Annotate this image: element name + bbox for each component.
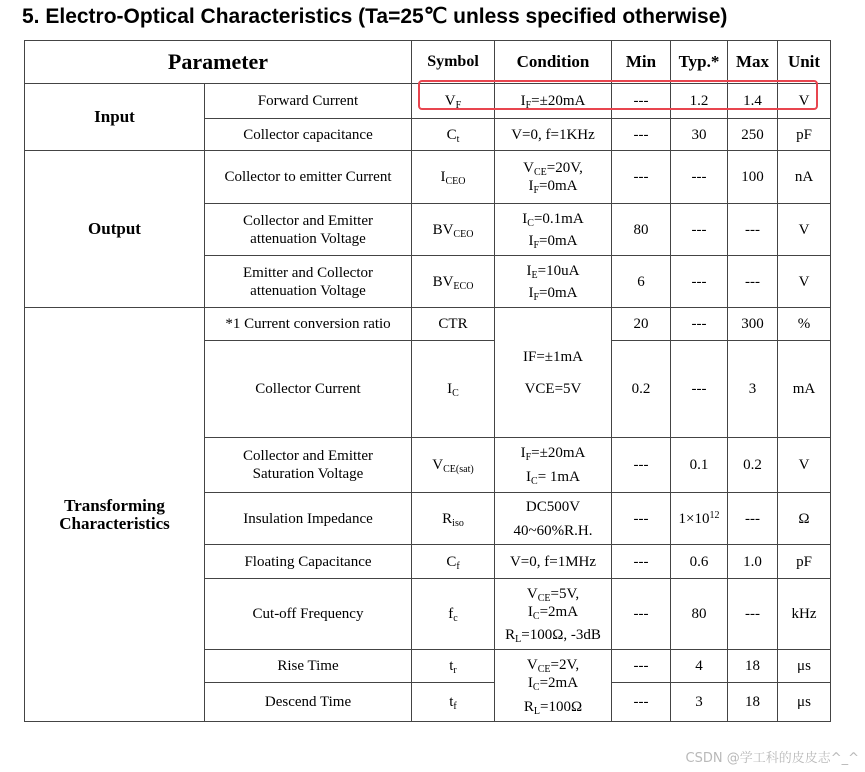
min-cell: ---: [612, 650, 671, 683]
condition-cell: $I_C=0.1mA$ $I_F=0mA$: [495, 204, 612, 256]
header-condition: Condition: [495, 41, 612, 84]
unit-cell: nA: [778, 151, 831, 204]
param-cell: Collector and Emitter Saturation Voltage: [205, 438, 412, 493]
max-cell: 250: [728, 119, 778, 151]
unit-cell: V: [778, 438, 831, 493]
symbol-cell: $V_{CE(sat)}$: [412, 438, 495, 493]
symbol-cell: $C_t$: [412, 119, 495, 151]
max-cell: 18: [728, 650, 778, 683]
typ-cell: 3: [671, 683, 728, 722]
param-cell: Collector Current: [205, 341, 412, 438]
highlight-box: [418, 80, 818, 110]
typ-cell: 4: [671, 650, 728, 683]
header-unit: Unit: [778, 41, 831, 84]
unit-cell: V: [778, 256, 831, 308]
max-cell: ---: [728, 204, 778, 256]
section-title: 5. Electro-Optical Characteristics (Ta=25℃ unless specified otherwise): [22, 5, 728, 28]
param-cell: Collector capacitance: [205, 119, 412, 151]
max-cell: ---: [728, 256, 778, 308]
param-cell: Cut-off Frequency: [205, 579, 412, 650]
unit-cell: %: [778, 308, 831, 341]
min-cell: 0.2: [612, 341, 671, 438]
typ-cell: 1.2: [671, 84, 728, 119]
max-cell: 0.2: [728, 438, 778, 493]
condition-cell: $I_F=\pm 20mA$: [495, 84, 612, 119]
condition-cell: $V_{CE}=20V$, $I_F=0mA$: [495, 151, 612, 204]
max-cell: 100: [728, 151, 778, 204]
typ-cell: ---: [671, 256, 728, 308]
condition-cell: $I_F=\pm 20mA$ $I_C= 1mA$: [495, 438, 612, 493]
unit-cell: mA: [778, 341, 831, 438]
symbol-cell: $V_F$: [412, 84, 495, 119]
param-cell: *1 Current conversion ratio: [205, 308, 412, 341]
symbol-cell: $R_{iso}$: [412, 493, 495, 545]
max-cell: ---: [728, 579, 778, 650]
min-cell: 6: [612, 256, 671, 308]
typ-cell: ---: [671, 308, 728, 341]
typ-cell: $1\times 10^{12}$: [671, 493, 728, 545]
group-input: Input: [25, 84, 205, 151]
param-cell: Insulation Impedance: [205, 493, 412, 545]
electro-optical-table: [24, 40, 831, 722]
header-parameter: Parameter: [25, 41, 412, 84]
typ-cell: 30: [671, 119, 728, 151]
symbol-cell: $I_{CEO}$: [412, 151, 495, 204]
typ-cell: 0.1: [671, 438, 728, 493]
param-cell: Floating Capacitance: [205, 545, 412, 579]
group-transforming: Transforming Characteristics: [25, 308, 205, 722]
param-cell: Collector to emitter Current: [205, 151, 412, 204]
min-cell: ---: [612, 84, 671, 119]
unit-cell: V: [778, 84, 831, 119]
symbol-cell: $C_f$: [412, 545, 495, 579]
symbol-cell: $I_C$: [412, 341, 495, 438]
symbol-cell: $BV_{ECO}$: [412, 256, 495, 308]
max-cell: 18: [728, 683, 778, 722]
condition-cell: V=0, f=1MHz: [495, 545, 612, 579]
table-row: [25, 151, 831, 204]
max-cell: ---: [728, 493, 778, 545]
unit-cell: kHz: [778, 579, 831, 650]
min-cell: ---: [612, 683, 671, 722]
symbol-cell: CTR: [412, 308, 495, 341]
min-cell: 80: [612, 204, 671, 256]
max-cell: 300: [728, 308, 778, 341]
group-output: Output: [25, 151, 205, 308]
watermark: CSDN @学工科的皮皮志^_^: [685, 751, 859, 766]
min-cell: ---: [612, 493, 671, 545]
unit-cell: pF: [778, 119, 831, 151]
max-cell: 1.4: [728, 84, 778, 119]
condition-cell: DC500V 40~60%R.H.: [495, 493, 612, 545]
unit-cell: μs: [778, 650, 831, 683]
min-cell: ---: [612, 579, 671, 650]
min-cell: 20: [612, 308, 671, 341]
min-cell: ---: [612, 119, 671, 151]
typ-cell: 0.6: [671, 545, 728, 579]
condition-cell: $V_{CE}=2V$, $I_C=2mA$ $R_L=100\Omega$: [495, 650, 612, 722]
header-row: [25, 41, 831, 84]
max-cell: 1.0: [728, 545, 778, 579]
unit-cell: pF: [778, 545, 831, 579]
typ-cell: ---: [671, 204, 728, 256]
typ-cell: ---: [671, 341, 728, 438]
max-cell: 3: [728, 341, 778, 438]
symbol-cell: $f_c$: [412, 579, 495, 650]
min-cell: ---: [612, 545, 671, 579]
param-cell: Forward Current: [205, 84, 412, 119]
condition-cell: V=0, f=1KHz: [495, 119, 612, 151]
condition-cell: IF=±1mA VCE=5V: [495, 308, 612, 438]
header-min: Min: [612, 41, 671, 84]
typ-cell: 80: [671, 579, 728, 650]
condition-cell: $V_{CE}=5V$, $I_C=2mA$ $R_L=100\Omega$, -3dB: [495, 579, 612, 650]
symbol-cell: $BV_{CEO}$: [412, 204, 495, 256]
min-cell: ---: [612, 438, 671, 493]
unit-cell: V: [778, 204, 831, 256]
unit-cell: μs: [778, 683, 831, 722]
param-cell: Emitter and Collector attenuation Voltage: [205, 256, 412, 308]
header-symbol: Symbol: [412, 41, 495, 84]
typ-cell: ---: [671, 151, 728, 204]
unit-cell: Ω: [778, 493, 831, 545]
symbol-cell: $t_r$: [412, 650, 495, 683]
param-cell: Collector and Emitter attenuation Voltage: [205, 204, 412, 256]
param-cell: Rise Time: [205, 650, 412, 683]
param-cell: Descend Time: [205, 683, 412, 722]
table-row: [25, 308, 831, 341]
symbol-cell: $t_f$: [412, 683, 495, 722]
header-typ: Typ.*: [671, 41, 728, 84]
min-cell: ---: [612, 151, 671, 204]
condition-cell: $I_E=10uA$ $I_F=0mA$: [495, 256, 612, 308]
header-max: Max: [728, 41, 778, 84]
